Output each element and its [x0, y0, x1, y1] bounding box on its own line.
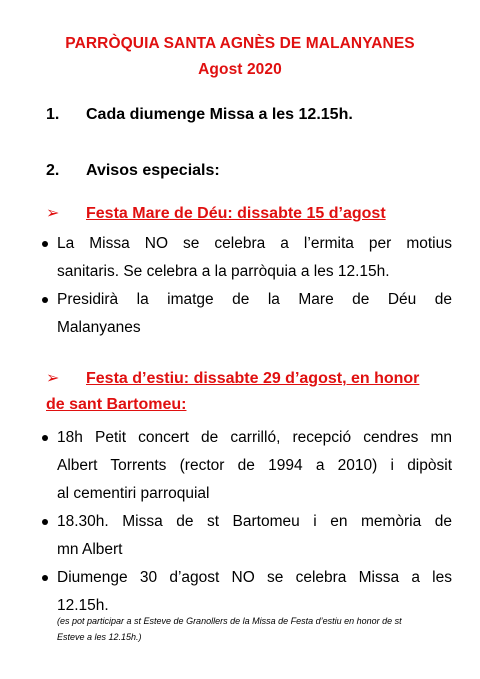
bullet-dot-icon — [42, 519, 48, 525]
list-item — [40, 286, 452, 342]
section-heading-text: Festa d’estiu: dissabte 29 d’agost, en honor — [86, 370, 420, 387]
bullet-dot-icon — [42, 435, 48, 441]
list-item-line: sanitaris. Se celebra a la parròquia a les 12.15h. — [57, 263, 390, 280]
section-heading-text: de sant Bartomeu: — [46, 396, 187, 413]
list-item — [40, 564, 452, 620]
list-item-line: 12.15h. — [57, 597, 109, 614]
section-heading-text: Festa Mare de Déu: dissabte 15 d’agost — [86, 205, 386, 222]
bullet-dot-icon — [42, 241, 48, 247]
list-item — [40, 424, 452, 508]
item-number: 2. — [46, 162, 60, 179]
footnote — [57, 613, 457, 645]
list-item — [40, 230, 452, 286]
list-item-line: Presidirà la imatge de la Mare de Déu de — [57, 291, 452, 308]
list-item-line: al cementiri parroquial — [57, 485, 210, 502]
notice-date: Agost 2020 — [198, 61, 282, 78]
list-item-line: 18h Petit concert de carrilló, recepció cendres mn — [57, 429, 452, 446]
item-number: 1. — [46, 106, 60, 123]
arrow-bullet-icon: ➢ — [46, 205, 60, 222]
numbered-item-1 — [46, 106, 353, 124]
list-item — [40, 508, 452, 564]
parish-title: PARRÒQUIA SANTA AGNÈS DE MALANYANES — [65, 35, 415, 52]
list-item-line: Albert Torrents (rector de 1994 a 2010) i dipòsit — [57, 457, 452, 474]
list-item-line: 18.30h. Missa de st Bartomeu i en memòria de — [57, 513, 452, 530]
arrow-bullet-icon: ➢ — [46, 370, 60, 387]
list-item-line: Diumenge 30 d’agost NO se celebra Missa a les — [57, 569, 452, 586]
footnote-line: Esteve a les 12.15h.) — [57, 632, 142, 642]
section-1-bullet-list — [40, 230, 452, 342]
list-item-line: mn Albert — [57, 541, 123, 558]
bullet-dot-icon — [42, 297, 48, 303]
item-text: Cada diumenge Missa a les 12.15h. — [86, 106, 353, 123]
list-item-line: La Missa NO se celebra a l’ermita per motius — [57, 235, 452, 252]
section-heading-festa-mare-de-deu — [46, 201, 454, 227]
section-heading-festa-estiu — [46, 366, 454, 418]
section-2-bullet-list — [40, 424, 452, 620]
footnote-line: (es pot participar a st Esteve de Granollers de la Missa de Festa d’estiu en honor de st — [57, 616, 402, 626]
numbered-item-2 — [46, 162, 220, 180]
item-text: Avisos especials: — [86, 162, 220, 179]
list-item-line: Malanyanes — [57, 319, 141, 336]
bullet-dot-icon — [42, 575, 48, 581]
